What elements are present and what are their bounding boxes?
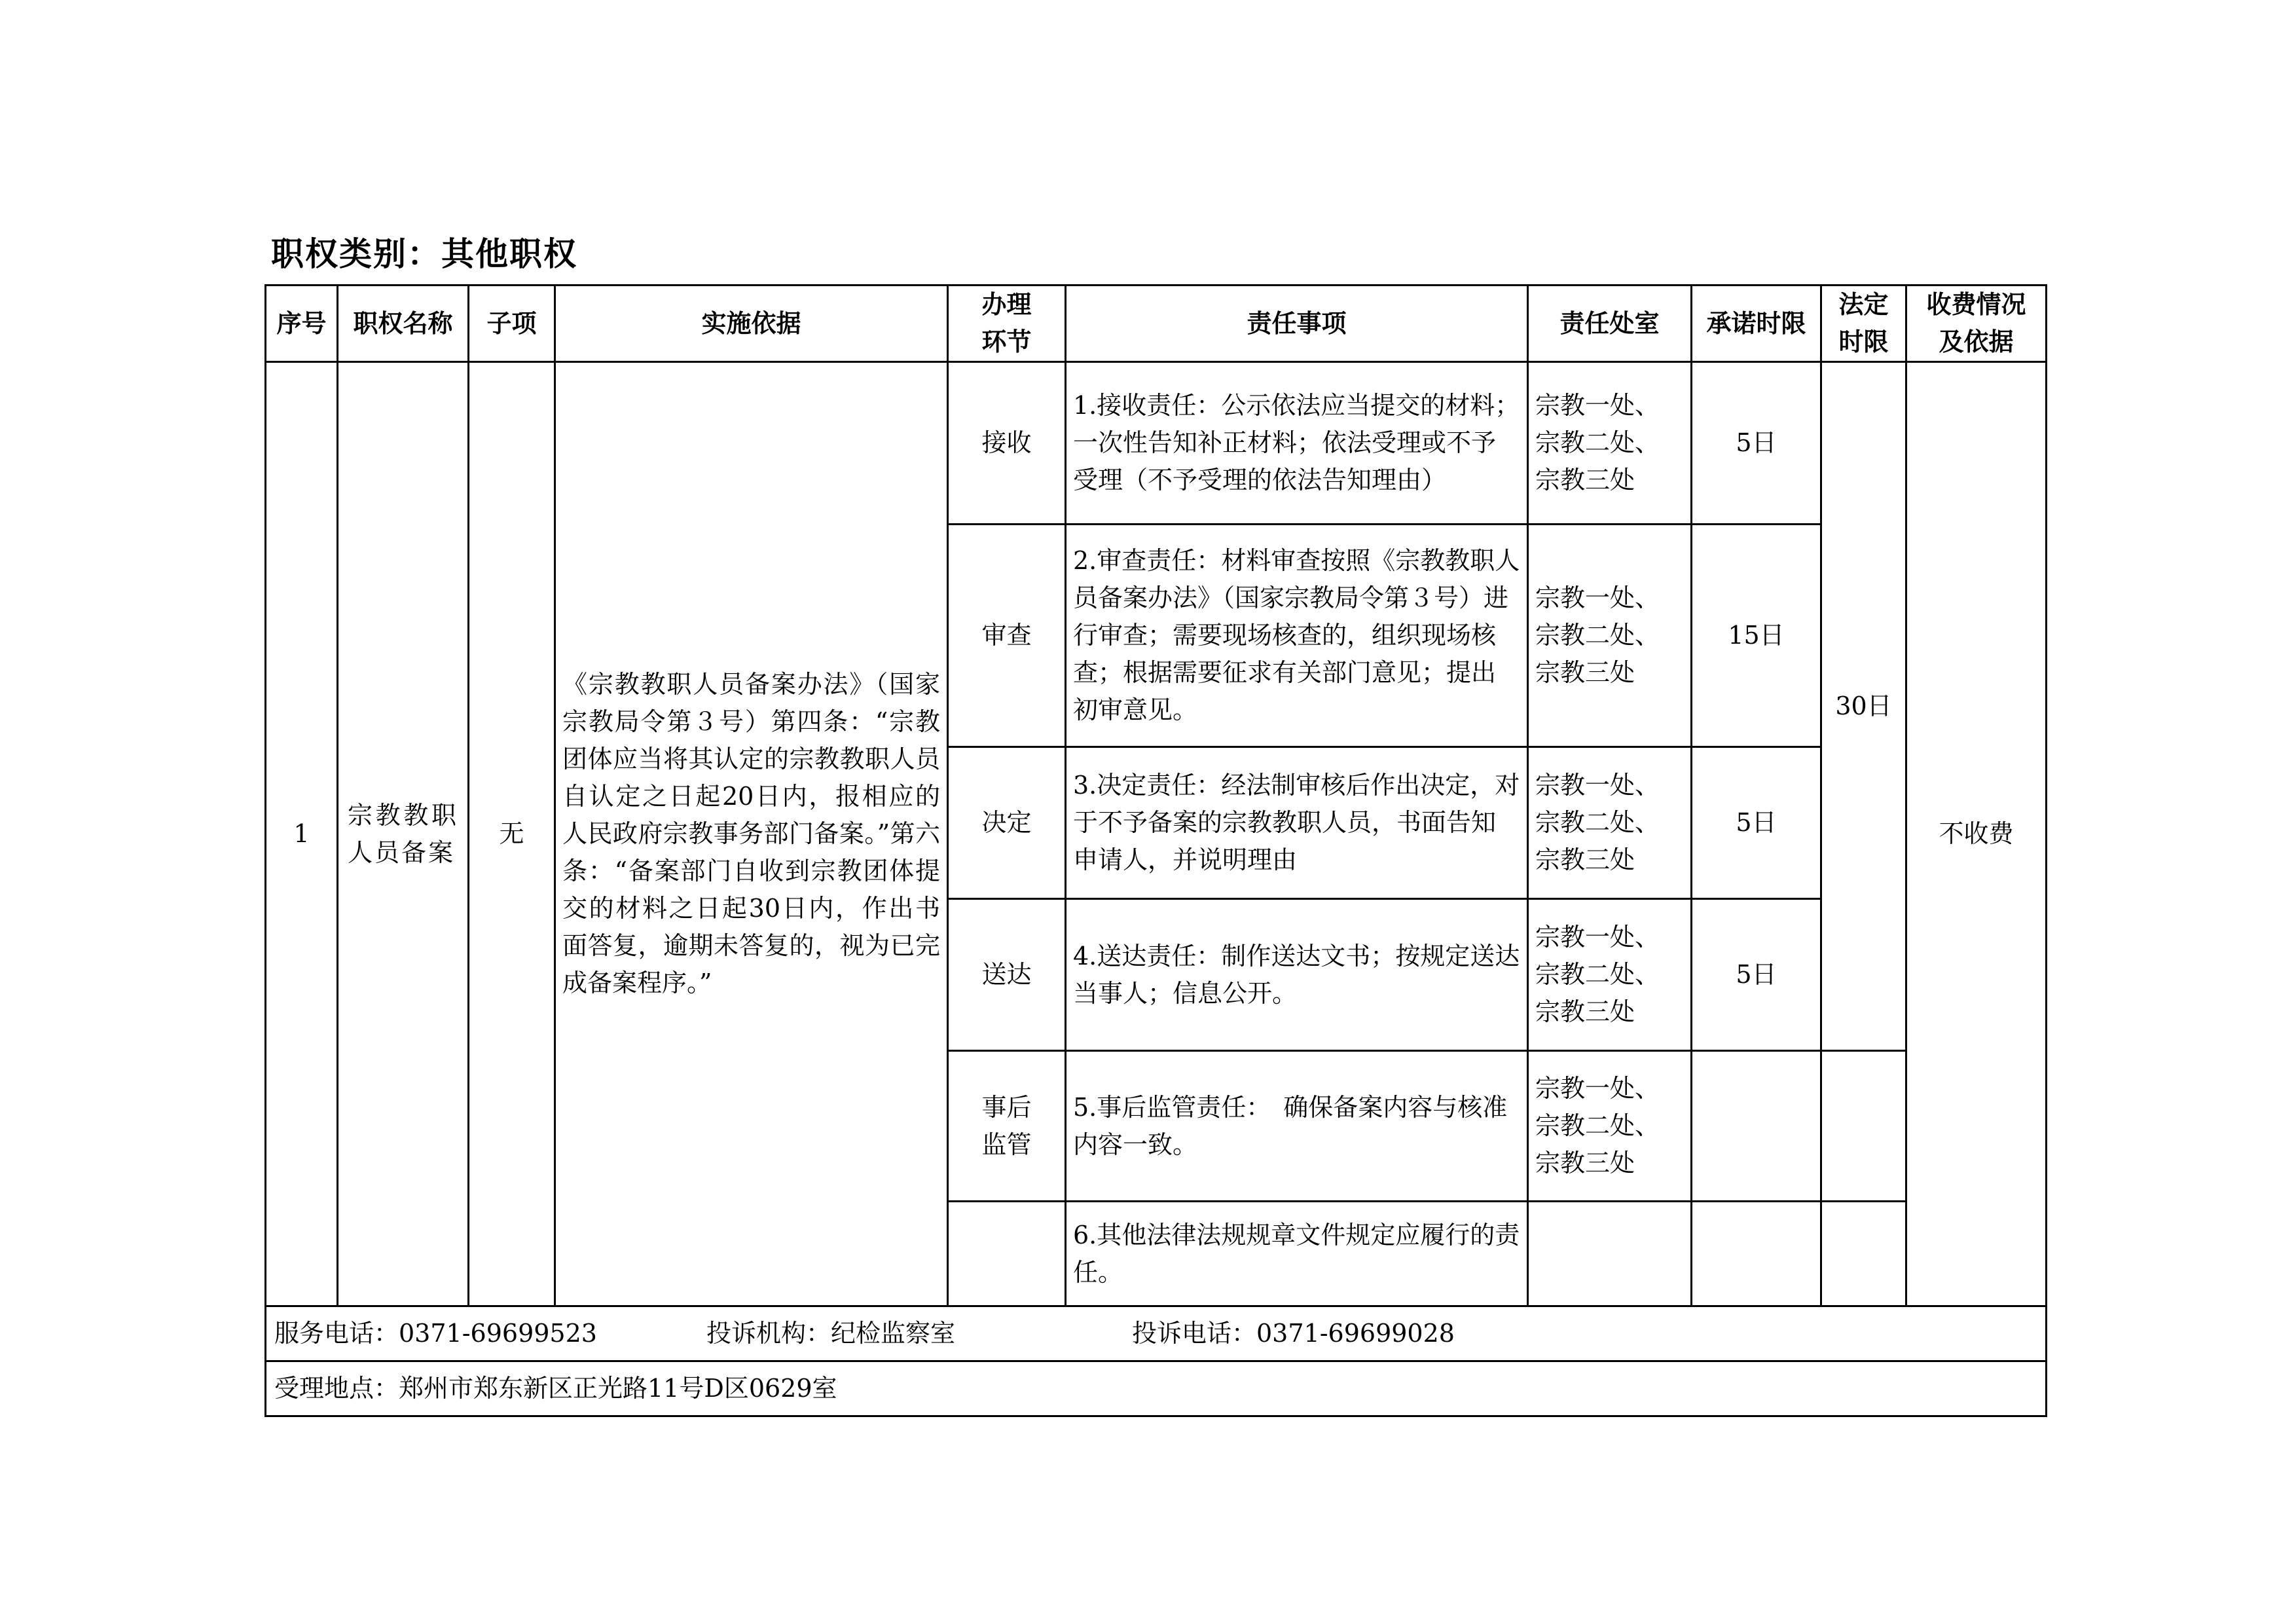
stage-label: 审查 [981, 621, 1032, 650]
header-fee [1906, 286, 2047, 362]
stage-label: 送达 [981, 960, 1032, 989]
promise-cell [1692, 1202, 1821, 1306]
promise-cell: 5日 [1692, 362, 1821, 525]
footer-address-cell: 受理地点：郑州市郑东新区正光路11号D区0629室 [266, 1361, 2047, 1416]
promise-cell: 5日 [1692, 899, 1821, 1051]
stage-cell [948, 1051, 1066, 1202]
header-row [266, 286, 2047, 362]
duty-cell: 2.审查责任：材料审查按照《宗教教职人员备案办法》（国家宗教局令第３号）进行审查；需要现场核查的，组织现场核查；根据需要征求有关部门意见；提出初审意见。 [1066, 525, 1528, 747]
office-line: 宗教二处、 [1535, 960, 1660, 989]
complaint-org: 投诉机构：纪检监察室 [706, 1319, 956, 1348]
office-line: 宗教一处、 [1535, 923, 1660, 951]
footer-address-row [266, 1361, 2047, 1416]
header-office: 责任处室 [1528, 286, 1692, 362]
office-line: 宗教二处、 [1535, 621, 1660, 650]
table-row [266, 362, 2047, 525]
office-line: 宗教三处 [1535, 997, 1635, 1026]
header-duty: 责任事项 [1066, 286, 1528, 362]
legal-limit-cell: 30日 [1821, 362, 1906, 1051]
duty-cell: 6.其他法律法规规章文件规定应履行的责任。 [1066, 1202, 1528, 1306]
office-line: 宗教三处 [1535, 466, 1635, 494]
header-seq: 序号 [266, 286, 338, 362]
legal-limit-empty-cell [1821, 1051, 1906, 1202]
promise-cell: 15日 [1692, 525, 1821, 747]
footer-contact-row [266, 1306, 2047, 1361]
office-line: 宗教一处、 [1535, 391, 1660, 420]
header-basis: 实施依据 [555, 286, 948, 362]
footer-contact-cell [266, 1306, 2047, 1361]
office-line: 宗教二处、 [1535, 428, 1660, 457]
duty-cell: 3.决定责任：经法制审核后作出决定，对于不予备案的宗教教职人员，书面告知申请人，并说明理由 [1066, 747, 1528, 899]
authority-table [264, 284, 2047, 1417]
record-seq: 1 [266, 362, 338, 1306]
promise-cell: 5日 [1692, 747, 1821, 899]
duty-cell: 5.事后监管责任： 确保备案内容与核准内容一致。 [1066, 1051, 1528, 1202]
complaint-phone: 投诉电话：0371-69699028 [1132, 1319, 1455, 1348]
office-cell [1528, 1202, 1692, 1306]
office-line: 宗教一处、 [1535, 583, 1660, 612]
header-fee-line2: 及依据 [1939, 327, 2014, 356]
header-legal-line1: 法定 [1838, 290, 1889, 319]
office-line: 宗教三处 [1535, 845, 1635, 874]
office-line: 宗教一处、 [1535, 1074, 1660, 1103]
duty-cell: 1.接收责任：公示依法应当提交的材料；一次性告知补正材料；依法受理或不予受理（不予受理的依法告知理由） [1066, 362, 1528, 525]
office-line: 宗教二处、 [1535, 808, 1660, 837]
office-cell [1528, 362, 1692, 525]
header-stage [948, 286, 1066, 362]
office-cell [1528, 747, 1692, 899]
stage-label: 决定 [981, 808, 1032, 837]
stage-cell [948, 899, 1066, 1051]
office-cell [1528, 1051, 1692, 1202]
stage-label: 事后 [981, 1092, 1032, 1122]
stage-label: 接收 [981, 428, 1032, 457]
office-line: 宗教二处、 [1535, 1111, 1660, 1140]
office-cell [1528, 525, 1692, 747]
record-sub: 无 [469, 362, 555, 1306]
office-line: 宗教三处 [1535, 1149, 1635, 1177]
stage-cell [948, 362, 1066, 525]
stage-cell [948, 525, 1066, 747]
header-name: 职权名称 [338, 286, 469, 362]
header-promise: 承诺时限 [1692, 286, 1821, 362]
service-phone: 服务电话：0371-69699523 [274, 1319, 597, 1348]
header-sub: 子项 [469, 286, 555, 362]
page-title: 职权类别：其他职权 [271, 235, 577, 273]
promise-cell [1692, 1051, 1821, 1202]
duty-cell: 4.送达责任：制作送达文书；按规定送达当事人；信息公开。 [1066, 899, 1528, 1051]
header-stage-line2: 环节 [981, 327, 1032, 356]
stage-cell [948, 747, 1066, 899]
office-line: 宗教一处、 [1535, 771, 1660, 800]
record-basis: 《宗教教职人员备案办法》（国家宗教局令第３号）第四条：“宗教团体应当将其认定的宗教教职人员自认定之日起20日内，报相应的人民政府宗教事务部门备案。”第六条：“备案部门自收到宗教团体提交的材料之日起30日内，作出书面答复，逾期未答复的，视为已完成备案程序。” [555, 362, 948, 1306]
header-stage-line1: 办理 [981, 290, 1032, 319]
stage-cell [948, 1202, 1066, 1306]
header-fee-line1: 收费情况 [1926, 290, 2026, 319]
legal-limit-empty-cell [1821, 1202, 1906, 1306]
header-legal-line2: 时限 [1838, 327, 1889, 356]
office-cell [1528, 899, 1692, 1051]
header-legal [1821, 286, 1906, 362]
record-name: 宗教教职人员备案 [338, 362, 469, 1306]
fee-cell: 不收费 [1906, 362, 2047, 1306]
stage-label-2: 监管 [981, 1130, 1032, 1159]
office-line: 宗教三处 [1535, 658, 1635, 687]
